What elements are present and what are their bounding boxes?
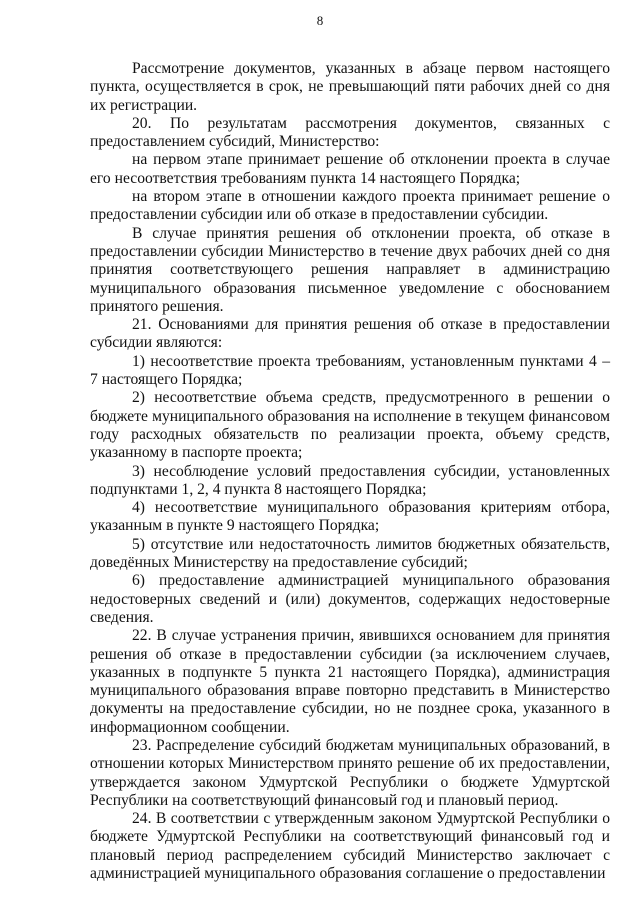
paragraph-item-21: 21. Основаниями для принятия решения об отказе в предоставлении субсидии являются: <box>90 316 610 352</box>
paragraph-item-20: 20. По результатам рассмотрения документов, связанных с предоставлением субсидий, Министерство: <box>90 114 610 151</box>
paragraph-first-stage: на первом этапе принимает решение об отклонении проекта в случае его несоответствия требованиям пункта 14 настоящего Порядка; <box>90 151 610 187</box>
paragraph-subitem-6: 6) предоставление администрацией муниципального образования недостоверных сведений и (или) документов, содержащих недостоверные сведения. <box>90 572 610 626</box>
paragraph-item-23: 23. Распределение субсидий бюджетам муниципальных образований, в отношении которых Министерством принято решение об их предоставлении, утверждается законом Удмуртской Республики о бюджете Удмуртской Республики на соответствующий финансовый год и плановый период. <box>90 736 610 809</box>
paragraph-second-stage: на втором этапе в отношении каждого проекта принимает решение о предоставлении субсидии или об отказе в предоставлении субсидии. <box>90 188 610 224</box>
paragraph-subitem-4: 4) несоответствие муниципального образования критериям отбора, указанным в пункте 9 настоящего Порядка; <box>90 499 610 535</box>
paragraph-review-documents: Рассмотрение документов, указанных в абзаце первом настоящего пункта, осуществляется в срок, не превышающий пяти рабочих дней со дня их регистрации. <box>90 60 610 114</box>
paragraph-subitem-3: 3) несоблюдение условий предоставления субсидии, установленных подпунктами 1, 2, 4 пункта 8 настоящего Порядка; <box>90 462 610 498</box>
paragraph-notification: В случае принятия решения об отклонении проекта, об отказе в предоставлении субсидии Министерство в течение двух рабочих дней со дня принятия соответствующего решения направляет в администрацию муниципального образования письменное уведомление с обоснованием принятого решения. <box>90 224 610 315</box>
document-body <box>90 60 610 883</box>
paragraph-subitem-5: 5) отсутствие или недостаточность лимитов бюджетных обязательств, доведённых Министерству на предоставление субсидий; <box>90 535 610 572</box>
paragraph-item-24: 24. В соответствии с утвержденным законом Удмуртской Республики о бюджете Удмуртской Республики на соответствующий финансовый год и плановый период распределением субсидий Министерство заключает с администрацией муниципального образования соглашение о предоставлении <box>90 810 610 883</box>
paragraph-subitem-1: 1) несоответствие проекта требованиям, установленным пунктами 4 – 7 настоящего Порядка; <box>90 352 610 389</box>
paragraph-item-22: 22. В случае устранения причин, явившихся основанием для принятия решения об отказе в предоставлении субсидии (за исключением случаев, указанных в подпункте 5 пункта 21 настоящего Порядка), администрация муниципального образования вправе повторно представить в Министерство документы на предоставление субсидии, но не позднее срока, указанного в информационном сообщении. <box>90 627 610 736</box>
paragraph-subitem-2: 2) несоответствие объема средств, предусмотренного в решении о бюджете муниципального образования на исполнение в текущем финансовом году расходных обязательств по реализации проекта, объему средств, указанному в паспорте проекта; <box>90 389 610 462</box>
page-number: 8 <box>316 13 324 28</box>
